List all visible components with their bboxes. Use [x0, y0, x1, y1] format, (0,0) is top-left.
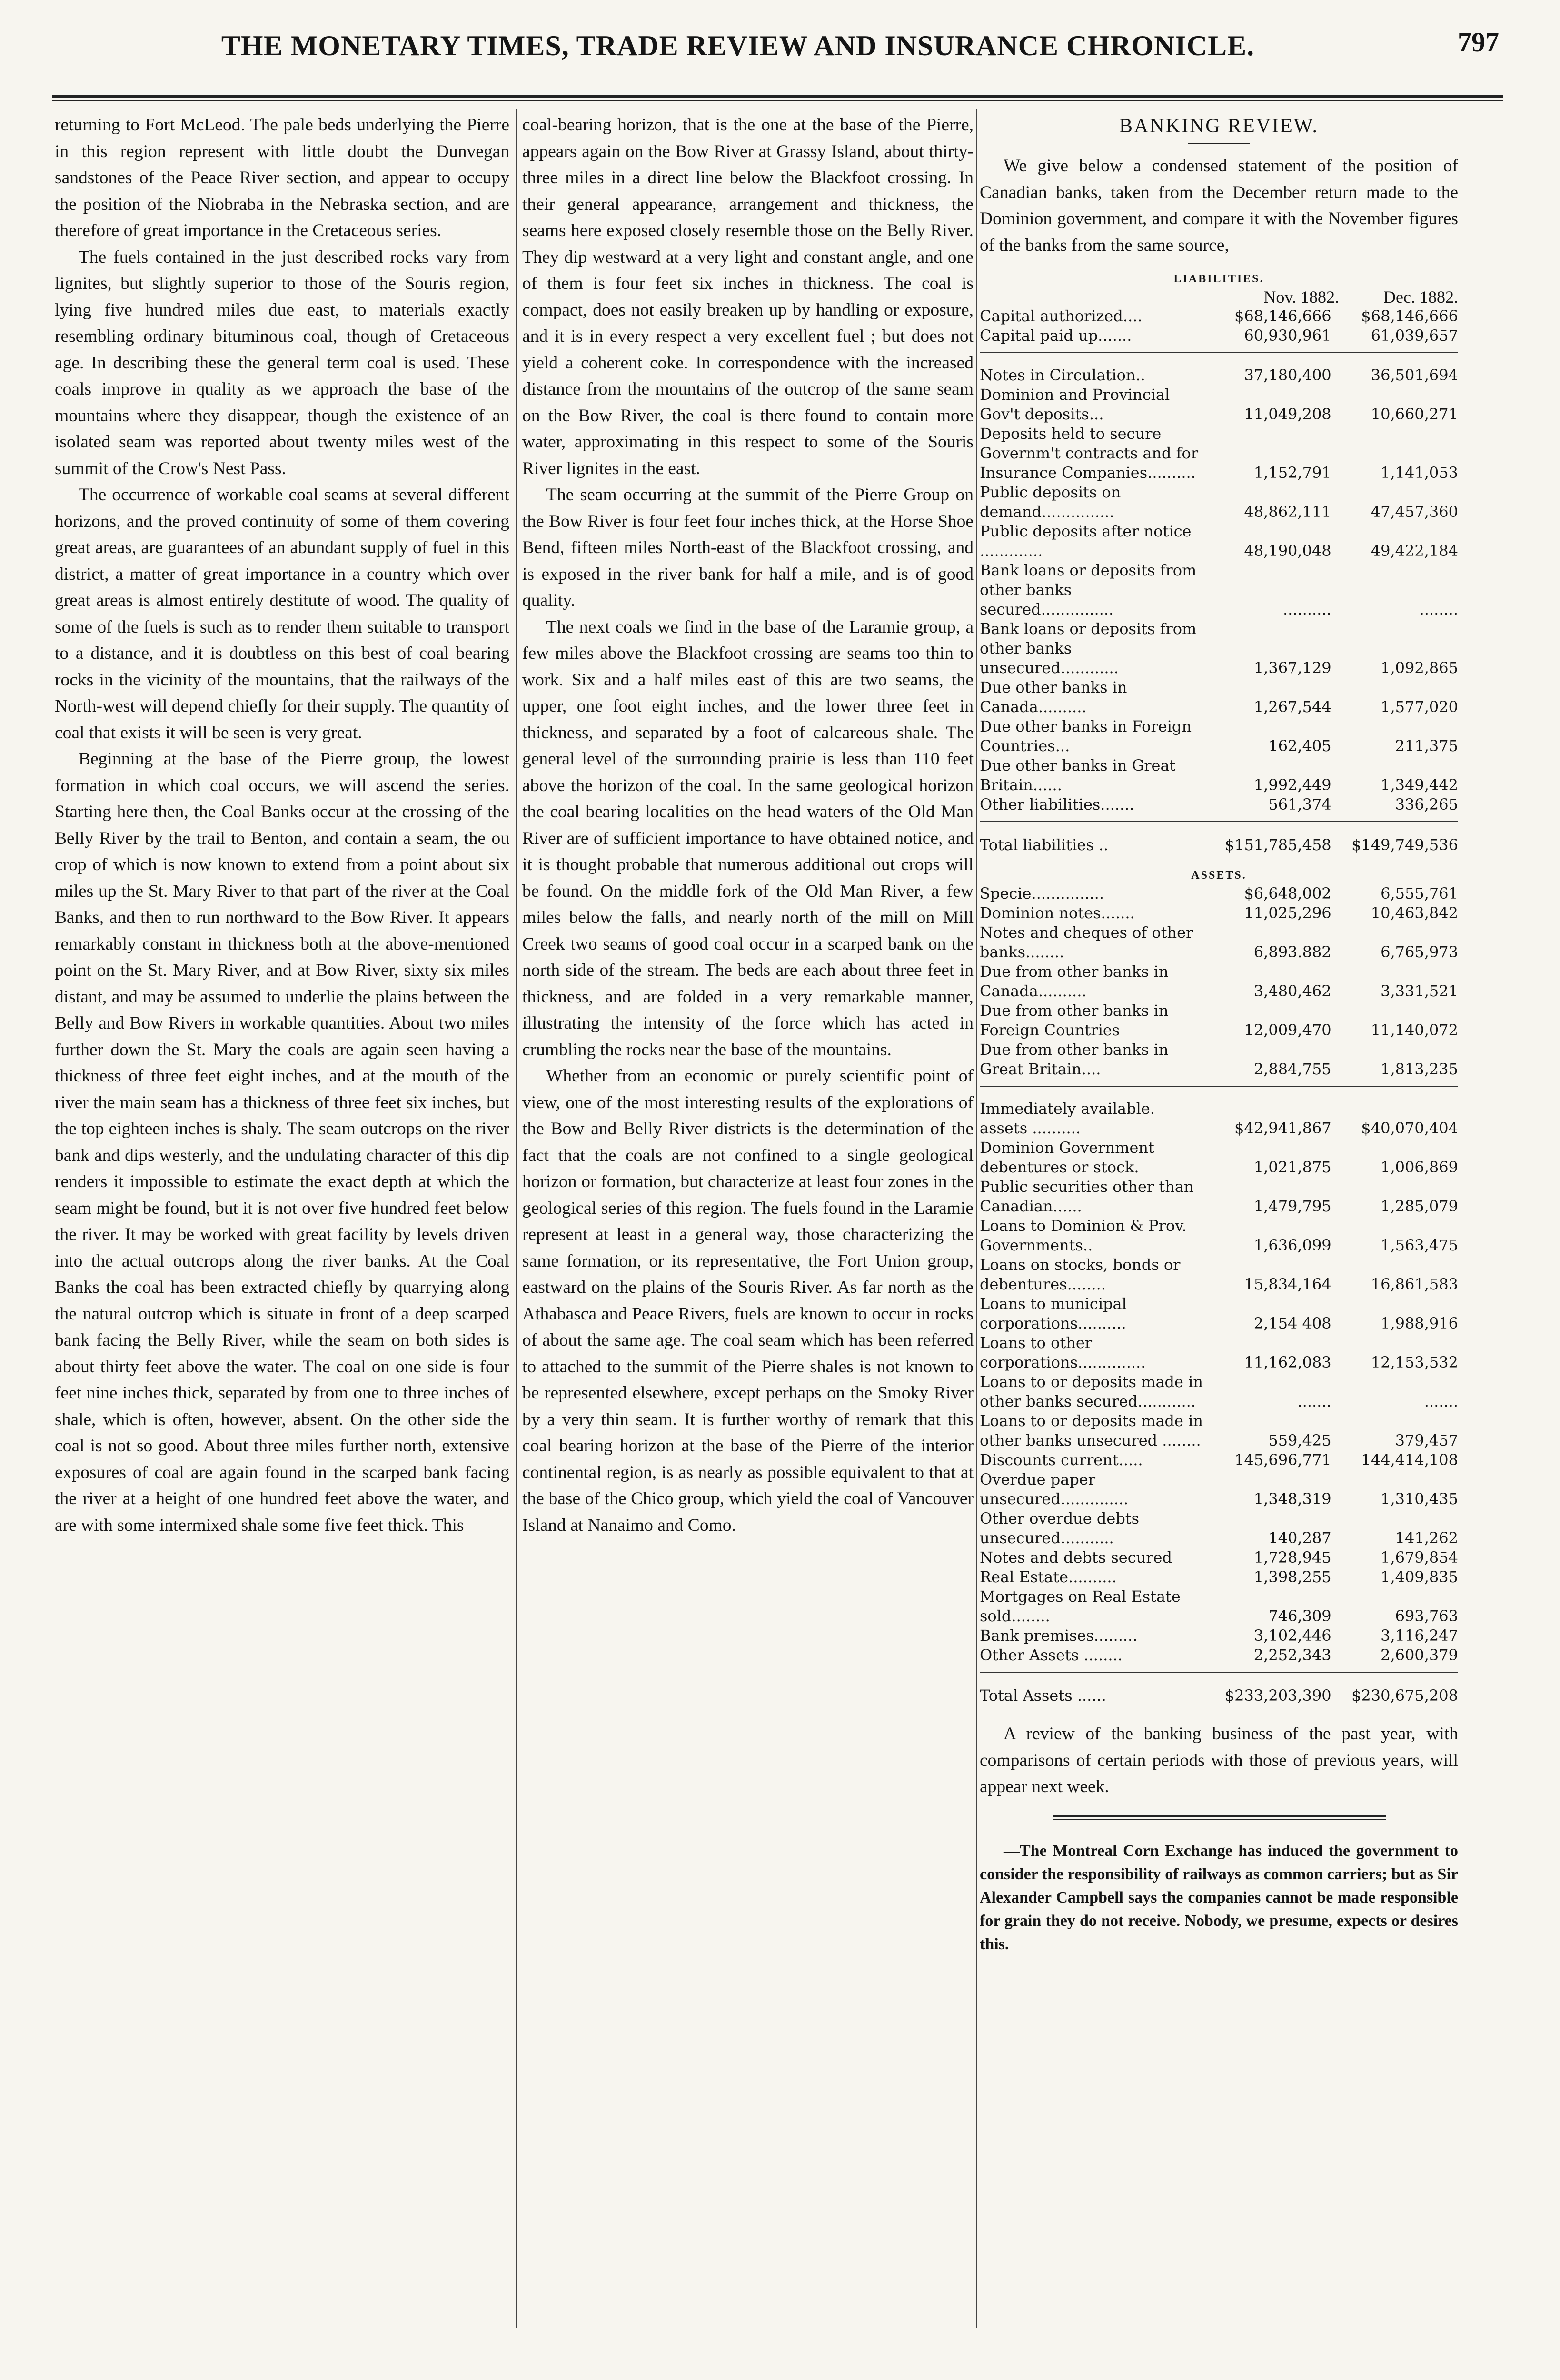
col-header-dec: Dec. 1882.: [1383, 288, 1458, 307]
asset-row: [980, 1646, 1458, 1665]
row-label: Public securities other than Canadian......: [980, 1178, 1194, 1215]
row-label: Due from other banks in Great Britain....: [980, 1041, 1169, 1078]
liability-row: [980, 717, 1458, 756]
row-label: Bank loans or deposits from other banks secured...............: [980, 561, 1197, 618]
row-label: Public deposits after notice .............: [980, 522, 1192, 560]
value-dec: 1,679,854: [1381, 1548, 1458, 1567]
assets-heading: ASSETS.: [1191, 869, 1247, 882]
table-separator: [980, 814, 1458, 822]
value-nov: 12,009,470: [1244, 1021, 1331, 1039]
article-column-2: [522, 112, 974, 1538]
row-label: Bank loans or deposits from other banks unsecured............: [980, 620, 1197, 677]
value-nov: 1,728,945: [1253, 1548, 1331, 1567]
liabilities-heading: LIABILITIES.: [1173, 273, 1264, 285]
row-label: Other Assets ........: [980, 1646, 1123, 1664]
article-paragraph: The next coals we find in the base of the Laramie group, a few miles above the Blackfoot crossing are seams too thin to work. Six and a half miles east of this are two seams, the upper, one foot eight inches, and the lower three feet in thickness, and separated by a foot of calcareous shale. The general level of the surrounding prairie is less than 110 feet above the horizon of the coal. In the same geological horizon the coal bearing localities on the head waters of the Old Man River are of sufficient importance to have obtained notice, and it is thought probable that numerous additional out crops will be found. On the middle fork of the Old Man River, a few miles below the falls, and nearly north of the mill on Mill Creek two seams of good coal occur in a scarped bank on the north side of the stream. The beds are each about three feet in thickness, and are folded in a very remarkable manner, illustrating the intensity of the force which has acted in crumbling the rocks near the base of the mountains.: [522, 617, 974, 1060]
value-dec: 11,140,072: [1371, 1021, 1458, 1039]
value-dec: 3,331,521: [1381, 982, 1458, 1000]
article-paragraph: coal-bearing horizon, that is the one at the base of the Pierre, appears again on the Bow River at Grassy Island, about thirty-three miles in a direct line below the Blackfoot crossing. In their general appearance, arrangement and thickness, the seams here exposed closely resemble those on the Belly River. They dip westward at a very light and constant angle, and one of them is four feet six inches in thickness. The coal is compact, does not easily breaken up by handling or exposure, and it is in every respect a very excellent fuel ; but does not yield a coherent coke. In correspondence with the increased distance from the mountains of the outcrop of the same seam on the Bow River, the coal is there found to contain more water, approximating in this respect to some of the Souris River lignites in the east.: [522, 115, 974, 478]
row-label: Other liabilities.......: [980, 795, 1134, 813]
value-nov: 11,049,208: [1244, 405, 1331, 423]
row-label: Loans on stocks, bonds or debentures........: [980, 1256, 1181, 1293]
row-label: Immediately available. assets ..........: [980, 1100, 1155, 1137]
liability-row: [980, 353, 1458, 385]
value-nov: 1,992,449: [1253, 776, 1331, 794]
value-nov: 6,893.882: [1253, 943, 1331, 961]
value-dec: 1,006,869: [1381, 1158, 1458, 1176]
value-dec: 144,414,108: [1361, 1451, 1458, 1469]
total-assets-row: [980, 1672, 1458, 1716]
value-dec: 379,457: [1395, 1431, 1458, 1449]
value-dec: 10,463,842: [1371, 904, 1458, 922]
asset-row: [980, 903, 1458, 923]
asset-row: [980, 1138, 1458, 1177]
value-dec: $149,749,536: [1351, 836, 1458, 854]
asset-row: [980, 884, 1458, 903]
asset-row: [980, 1450, 1458, 1470]
row-label: Dominion notes.......: [980, 904, 1135, 922]
row-label: Total liabilities ..: [980, 836, 1109, 854]
value-dec: 336,265: [1395, 795, 1458, 813]
banking-review-column: [980, 112, 1458, 1956]
article-column-1: [55, 112, 509, 1538]
asset-row: [980, 1372, 1458, 1411]
liability-row: [980, 678, 1458, 717]
row-label: Public deposits on demand...............: [980, 483, 1121, 521]
value-nov: 1,367,129: [1253, 659, 1331, 677]
liability-row: [980, 756, 1458, 795]
value-dec: 6,555,761: [1381, 884, 1458, 902]
article-paragraph: returning to Fort McLeod. The pale beds underlying the Pierre in this region represent with little doubt the Dunvegan sandstones of the Peace River section, and appear to occupy the position of the Niobraba in the Nebraska section, and are therefore of great importance in the Cretaceous series.: [55, 115, 509, 240]
row-label: Notes and cheques of other banks........: [980, 923, 1193, 961]
banking-review-title: BANKING REVIEW.: [1119, 115, 1319, 137]
value-dec: 3,116,247: [1381, 1626, 1458, 1645]
article-paragraph: Beginning at the base of the Pierre group, the lowest formation in which coal occurs, we will ascend the series. Starting here then, the Coal Banks occur at the crossing of the Belly River by the trail to Benton, and contain a seam, the ou crop of which is now known to extend from a point about six miles up the St. Mary River to that part of the river at the Coal Banks, and then to run northward to the Bow River. It appears remarkably constant in thickness both at the above-mentioned point on the St. Mary River, and at Bow River, sixty six miles distant, and may be assumed to underlie the plains between the Belly and Bow Rivers in workable quantities. About two miles further down the St. Mary the coals are again seen having a thickness of three feet eight inches, and at the mouth of the river the main seam has a thickness of three feet six inches, but the top eighteen inches is shaly. The seam outcrops on the river bank and dips westerly, and the undulating character of this dip renders it impossible to estimate the exact depth at which the seam might be found, but it is not over five hundred feet below the river. It may be worked with great facility by levels driven into the actual outcrops along the river banks. At the Coal Banks the coal has been extracted chiefly by quarrying along the natural outcrop which is situate in front of a deep scarped bank facing the Belly River, while the seam on both sides is about thirty feet above the water. The coal on one side is four feet nine inches thick, separated by from one to three inches of shale, which is often, however, absent. On the other side the coal is not so good. About three miles further north, extensive exposures of coal are again found in the scarped bank facing the river at a height of one hundred feet above the water, and are with some intermixed shale some five feet thick. This: [55, 749, 509, 1535]
value-nov: 11,162,083: [1244, 1353, 1331, 1371]
value-nov: 37,180,400: [1244, 366, 1331, 384]
page-header-title: THE MONETARY TIMES, TRADE REVIEW AND INSURANCE CHRONICLE.: [221, 30, 1255, 61]
table-separator: [980, 346, 1458, 353]
assets-table: [980, 884, 1458, 1716]
asset-row: [980, 1086, 1458, 1138]
table-separator: [980, 1079, 1458, 1086]
value-dec: ........: [1419, 600, 1458, 618]
asset-row: [980, 1587, 1458, 1626]
row-label: Loans to or deposits made in other banks unsecured ........: [980, 1412, 1203, 1449]
row-label: Capital paid up.......: [980, 327, 1132, 345]
page-number: 797: [1458, 27, 1499, 58]
asset-row: [980, 1294, 1458, 1333]
asset-row: [980, 1567, 1458, 1587]
row-label: Due from other banks in Canada..........: [980, 962, 1169, 1000]
row-label: Deposits held to secure Governm't contracts and for Insurance Companies..........: [980, 425, 1199, 482]
value-dec: 1,988,916: [1381, 1314, 1458, 1332]
asset-row: [980, 1411, 1458, 1450]
row-label: Due other banks in Canada..........: [980, 678, 1127, 716]
montreal-note: —The Montreal Corn Exchange has induced the government to consider the responsibility of railways as common carriers; but as Sir Alexander Campbell says the companies cannot be made responsible for grain they do not receive. Nobody, we presume, expects or desires this.: [980, 1842, 1458, 1953]
value-nov: 15,834,164: [1244, 1275, 1331, 1293]
value-nov: 60,930,961: [1244, 327, 1331, 345]
asset-row: [980, 1333, 1458, 1372]
col-header-nov: Nov. 1882.: [1263, 288, 1339, 307]
header-rule: [52, 95, 1503, 101]
value-nov: $151,785,458: [1224, 836, 1331, 854]
value-nov: 1,348,319: [1253, 1490, 1331, 1508]
liability-row: [980, 424, 1458, 483]
row-label: Loans to other corporations..............: [980, 1334, 1146, 1371]
article-paragraph: The seam occurring at the summit of the Pierre Group on the Bow River is four feet four inches thick, at the Horse Shoe Bend, fifteen miles North-east of the Blackfoot crossing, and is exposed in the river bank for half a mile, and is of good quality.: [522, 485, 974, 610]
liabilities-table: [980, 307, 1458, 865]
liability-row: [980, 619, 1458, 678]
value-nov: 1,267,544: [1253, 698, 1331, 716]
value-dec: $40,070,404: [1361, 1119, 1458, 1137]
value-dec: 12,153,532: [1371, 1353, 1458, 1371]
row-label: Dominion Government debentures or stock.: [980, 1139, 1154, 1176]
value-nov: 559,425: [1268, 1431, 1331, 1449]
value-nov: 162,405: [1268, 737, 1331, 755]
liability-row: [980, 326, 1458, 346]
value-dec: $68,146,666: [1361, 307, 1458, 325]
value-nov: $68,146,666: [1234, 307, 1331, 325]
column-divider: [516, 109, 517, 2328]
row-label: Due from other banks in Foreign Countries: [980, 1002, 1169, 1039]
asset-row: [980, 1470, 1458, 1509]
value-nov: 2,154 408: [1253, 1314, 1331, 1332]
value-dec: 1,092,865: [1381, 659, 1458, 677]
liability-row: [980, 522, 1458, 561]
asset-row: [980, 1177, 1458, 1216]
value-nov: 1,152,791: [1253, 464, 1331, 482]
value-nov: .......: [1297, 1392, 1331, 1410]
value-nov: $6,648,002: [1244, 884, 1331, 902]
value-dec: 49,422,184: [1371, 542, 1458, 560]
value-dec: 1,349,442: [1381, 776, 1458, 794]
row-label: Loans to municipal corporations..........: [980, 1295, 1127, 1332]
row-label: Other overdue debts unsecured...........: [980, 1509, 1140, 1547]
value-dec: 16,861,583: [1371, 1275, 1458, 1293]
liability-row: [980, 307, 1458, 326]
asset-row: [980, 1548, 1458, 1567]
asset-row: [980, 1626, 1458, 1646]
row-label: Notes in Circulation..: [980, 366, 1145, 384]
value-dec: 1,285,079: [1381, 1197, 1458, 1215]
article-paragraph: The occurrence of workable coal seams at several different horizons, and the proved continuity of some of them covering great areas, are guarantees of an abundant supply of fuel in this district, a matter of great importance in a country which over great areas is almost entirely destitute of wood. The quality of some of the fuels is such as to render them suitable to transport to a distance, and it is doubtless on this best of coal bearing rocks in the vicinity of the mountains, that the railways of the North-west will depend chiefly for their supply. The quantity of coal that exists it will be seen is very great.: [55, 485, 509, 743]
column-headers: [980, 288, 1458, 307]
value-nov: 1,021,875: [1253, 1158, 1331, 1176]
asset-row: [980, 923, 1458, 962]
value-dec: 1,310,435: [1381, 1490, 1458, 1508]
value-nov: ..........: [1282, 600, 1331, 618]
row-label: Due other banks in Great Britain......: [980, 756, 1176, 794]
row-label: Capital authorized....: [980, 307, 1143, 325]
row-label: Discounts current.....: [980, 1451, 1143, 1469]
value-dec: $230,675,208: [1351, 1686, 1458, 1705]
row-label: Notes and debts secured: [980, 1548, 1172, 1567]
asset-row: [980, 1216, 1458, 1255]
row-label: Bank premises.........: [980, 1626, 1138, 1645]
value-dec: 1,141,053: [1381, 464, 1458, 482]
asset-row: [980, 1001, 1458, 1040]
row-label: Mortgages on Real Estate sold........: [980, 1587, 1181, 1625]
row-label: Due other banks in Foreign Countries...: [980, 717, 1192, 755]
value-dec: .......: [1424, 1392, 1458, 1410]
row-label: Loans to Dominion & Prov. Governments..: [980, 1217, 1187, 1254]
value-nov: 3,480,462: [1253, 982, 1331, 1000]
value-dec: 6,765,973: [1381, 943, 1458, 961]
asset-row: [980, 1509, 1458, 1548]
value-nov: 11,025,296: [1244, 904, 1331, 922]
value-dec: 61,039,657: [1371, 327, 1458, 345]
value-nov: 145,696,771: [1234, 1451, 1331, 1469]
asset-row: [980, 1255, 1458, 1294]
liability-row: [980, 483, 1458, 522]
banking-intro: We give below a condensed statement of the position of Canadian banks, taken from the December return made to the Dominion government, and compare it with the November figures of the banks from the same source,: [980, 156, 1458, 255]
liability-row: [980, 795, 1458, 814]
value-nov: 3,102,446: [1253, 1626, 1331, 1645]
value-nov: 2,884,755: [1253, 1060, 1331, 1078]
value-nov: 48,862,111: [1244, 503, 1331, 521]
value-dec: 1,577,020: [1381, 698, 1458, 716]
value-dec: 47,457,360: [1371, 503, 1458, 521]
row-label: Loans to or deposits made in other banks secured............: [980, 1373, 1203, 1410]
value-nov: 48,190,048: [1244, 542, 1331, 560]
value-dec: 693,763: [1395, 1607, 1458, 1625]
article-paragraph: The fuels contained in the just described rocks vary from lignites, but slightly superior to those of the Souris region, lying five hundred miles due east, to materials exactly resembling ordinary bituminous coal, though of Cretaceous age. In describing these the general term coal is used. These coals improve in quality as we approach the base of the mountains where they disappear, though the existence of an isolated seam was reported about twenty miles west of the summit of the Crow's Nest Pass.: [55, 247, 509, 478]
value-dec: 1,409,835: [1381, 1568, 1458, 1586]
table-separator: [980, 1665, 1458, 1672]
value-dec: 211,375: [1395, 737, 1458, 755]
value-nov: 1,636,099: [1253, 1236, 1331, 1254]
value-nov: 561,374: [1268, 795, 1331, 813]
banking-closing: A review of the banking business of the past year, with comparisons of certain periods with those of previous years, will appear next week.: [980, 1724, 1458, 1796]
asset-row: [980, 1040, 1458, 1079]
value-nov: 1,398,255: [1253, 1568, 1331, 1586]
row-label: Real Estate..........: [980, 1568, 1117, 1586]
total-liabilities-row: [980, 822, 1458, 865]
title-dash: [1188, 143, 1250, 144]
value-nov: 1,479,795: [1253, 1197, 1331, 1215]
article-paragraph: Whether from an economic or purely scientific point of view, one of the most interesting results of the explorations of the Bow and Belly River districts is the determination of the fact that the coals are not confined to a single geological horizon or formation, but characterize at least four zones in the geological series of this region. The fuels found in the Laramie represent at least in a general way, those characterizing the same formation, or its representative, the Fort Union group, eastward on the plains of the Souris River. As far north as the Athabasca and Peace Rivers, fuels are known to occur in rocks of about the same age. The coal seam which has been referred to attached to the summit of the Pierre shales is not known to be represented elsewhere, except perhaps on the Smoky River by a very thin seam. It is further worthy of remark that this coal bearing horizon at the base of the Pierre of the interior continental region, is as nearly as possible equivalent to that at the base of the Chico group, which yield the coal of Vancouver Island at Nanaimo and Como.: [522, 1066, 974, 1535]
value-nov: $233,203,390: [1224, 1686, 1331, 1705]
value-dec: 1,813,235: [1381, 1060, 1458, 1078]
value-dec: 36,501,694: [1371, 366, 1458, 384]
liability-row: [980, 561, 1458, 619]
asset-row: [980, 962, 1458, 1001]
value-nov: 2,252,343: [1253, 1646, 1331, 1664]
row-label: Total Assets ......: [980, 1686, 1106, 1705]
value-nov: 746,309: [1268, 1607, 1331, 1625]
value-dec: 2,600,379: [1381, 1646, 1458, 1664]
value-nov: 140,287: [1268, 1529, 1331, 1547]
value-dec: 1,563,475: [1381, 1236, 1458, 1254]
row-label: Dominion and Provincial Gov't deposits...: [980, 386, 1170, 423]
column-divider: [976, 109, 977, 2328]
section-rule: [1053, 1815, 1386, 1820]
row-label: Overdue paper unsecured..............: [980, 1470, 1129, 1508]
value-dec: 141,262: [1395, 1529, 1458, 1547]
row-label: Specie...............: [980, 884, 1104, 902]
value-dec: 10,660,271: [1371, 405, 1458, 423]
liability-row: [980, 385, 1458, 424]
value-nov: $42,941,867: [1234, 1119, 1331, 1137]
